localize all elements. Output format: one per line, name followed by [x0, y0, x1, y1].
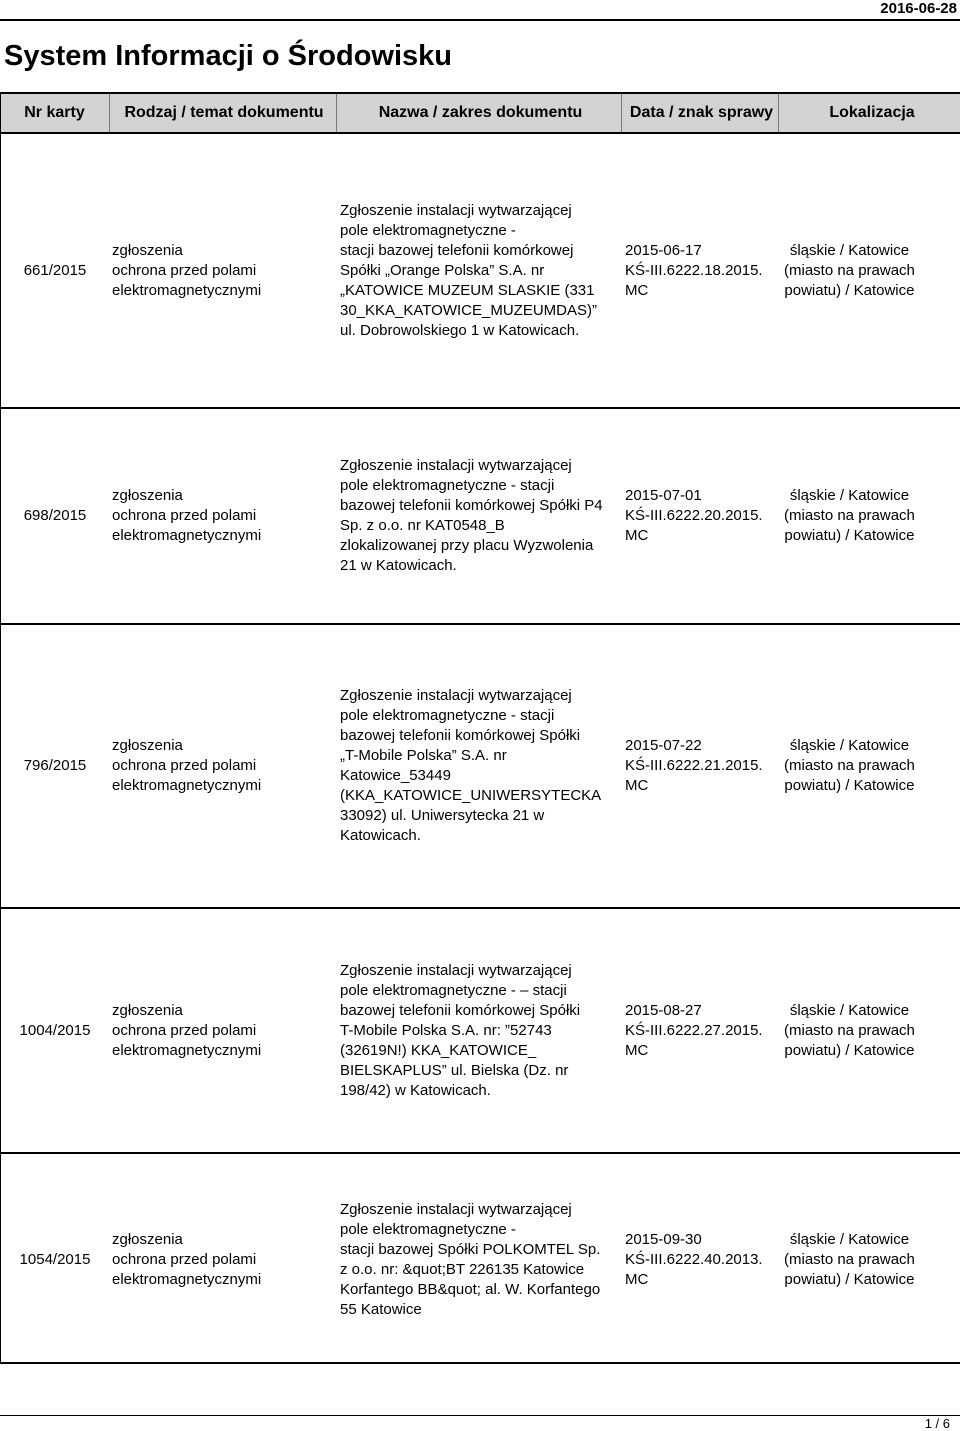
column-header-nr-karty: Nr karty	[0, 94, 110, 132]
lokalizacja-text: śląskie / Katowice (miasto na prawach powiatu) / Katowice	[784, 241, 915, 299]
cell-data	[622, 1154, 779, 1366]
table-left-border	[0, 92, 1, 1364]
table-header	[0, 92, 960, 134]
cell-lokalizacja	[779, 409, 960, 623]
cell-nazwa	[337, 134, 622, 407]
page-title: System Informacji o Środowisku	[4, 40, 452, 72]
nazwa-text: Zgłoszenie instalacji wytwarzającej pole elektromagnetyczne - stacji bazowej telefonii komórkowej Spółki P4 Sp. z o.o. nr KAT0548_B zlokalizowanej przy placu Wyzwolenia 21 w Katowicach.	[340, 457, 603, 574]
rodzaj-text: zgłoszenia ochrona przed polami elektromagnetycznymi	[112, 1231, 262, 1288]
cell-lokalizacja	[779, 909, 960, 1152]
cell-data	[622, 625, 779, 907]
cell-data	[622, 909, 779, 1152]
cell-data	[622, 409, 779, 623]
rodzaj-text: zgłoszenia ochrona przed polami elektromagnetycznymi	[112, 241, 262, 299]
table-row	[0, 909, 960, 1154]
cell-rodzaj	[110, 625, 337, 907]
cell-nr-karty: 661/2015	[23, 261, 87, 279]
cell-nazwa	[337, 909, 622, 1152]
nazwa-text: Zgłoszenie instalacji wytwarzającej pole elektromagnetyczne - – stacji bazowej telefonii komórkowej Spółki T-Mobile Polska S.A. nr: ”52743 (32619N!) KKA_KATOWICE_ BIELSKAPLUS” ul. Bielska (Dz. nr 198/42) w Katowicach.	[340, 961, 581, 1099]
table-row	[0, 1154, 960, 1366]
footer-rule	[0, 1415, 960, 1416]
column-header-rodzaj: Rodzaj / temat dokumentu	[110, 94, 337, 132]
cell-nazwa	[337, 625, 622, 907]
header-rule	[0, 19, 960, 21]
cell-nr-karty: 1054/2015	[19, 1251, 91, 1268]
cell-lokalizacja	[779, 134, 960, 407]
data-text: 2015-06-17 KŚ-III.6222.18.2015. MC	[625, 241, 763, 299]
data-text: 2015-09-30 KŚ-III.6222.40.2013. MC	[625, 1231, 763, 1288]
column-header-lokalizacja: Lokalizacja	[829, 104, 915, 121]
rodzaj-text: zgłoszenia ochrona przed polami elektromagnetycznymi	[112, 737, 262, 794]
rodzaj-text: zgłoszenia ochrona przed polami elektromagnetycznymi	[112, 1001, 262, 1059]
cell-lokalizacja	[779, 1154, 960, 1366]
print-date: 2016-06-28	[880, 0, 957, 17]
lokalizacja-text: śląskie / Katowice (miasto na prawach powiatu) / Katowice	[784, 487, 915, 544]
nazwa-text: Zgłoszenie instalacji wytwarzającej pole elektromagnetyczne - stacji bazowej telefonii komórkowej Spółki „Orange Polska” S.A. nr „KATOWICE MUZEUM SLASKIE (331 30_KKA_KATOWICE_MUZEUMDAS)” ul. Dobrowolskiego 1 w Katowicach.	[340, 201, 597, 339]
column-header-nazwa: Nazwa / zakres dokumentu	[337, 94, 622, 132]
nazwa-text: Zgłoszenie instalacji wytwarzającej pole elektromagnetyczne - stacji bazowej telefonii komórkowej Spółki „T-Mobile Polska” S.A. nr Katowice_53449 (KKA_KATOWICE_UNIWERSYTECKA 33092) ul. Uniwersytecka 21 w Katowicach.	[340, 687, 602, 844]
lokalizacja-text: śląskie / Katowice (miasto na prawach powiatu) / Katowice	[784, 1001, 915, 1059]
rodzaj-text: zgłoszenia ochrona przed polami elektromagnetycznymi	[112, 487, 262, 544]
lokalizacja-text: śląskie / Katowice (miasto na prawach powiatu) / Katowice	[784, 737, 915, 794]
table-row	[0, 409, 960, 625]
table-bottom-rule	[0, 1362, 960, 1364]
cell-nazwa	[337, 1154, 622, 1366]
column-header-data: Data / znak sprawy	[622, 94, 779, 132]
data-text: 2015-07-22 KŚ-III.6222.21.2015. MC	[625, 737, 763, 794]
table-row	[0, 134, 960, 409]
cell-rodzaj	[110, 409, 337, 623]
cell-lokalizacja	[779, 625, 960, 907]
records-table	[0, 92, 960, 1366]
page-number: 1 / 6	[924, 1416, 950, 1431]
cell-data	[622, 134, 779, 407]
lokalizacja-text: śląskie / Katowice (miasto na prawach powiatu) / Katowice	[784, 1231, 915, 1288]
nazwa-text: Zgłoszenie instalacji wytwarzającej pole elektromagnetyczne - stacji bazowej Spółki POLKOMTEL Sp. z o.o. nr: &quot;BT 226135 Katowice Korfantego BB&quot; al. W. Korfantego 55 Katowice	[340, 1201, 601, 1318]
cell-nr-karty: 1004/2015	[19, 1021, 91, 1039]
table-row	[0, 625, 960, 909]
cell-rodzaj	[110, 1154, 337, 1366]
data-text: 2015-08-27 KŚ-III.6222.27.2015. MC	[625, 1001, 763, 1059]
cell-nr-karty: 796/2015	[23, 757, 87, 774]
cell-nr-karty: 698/2015	[23, 507, 87, 524]
cell-rodzaj	[110, 134, 337, 407]
data-text: 2015-07-01 KŚ-III.6222.20.2015. MC	[625, 487, 763, 544]
cell-nazwa	[337, 409, 622, 623]
cell-rodzaj	[110, 909, 337, 1152]
